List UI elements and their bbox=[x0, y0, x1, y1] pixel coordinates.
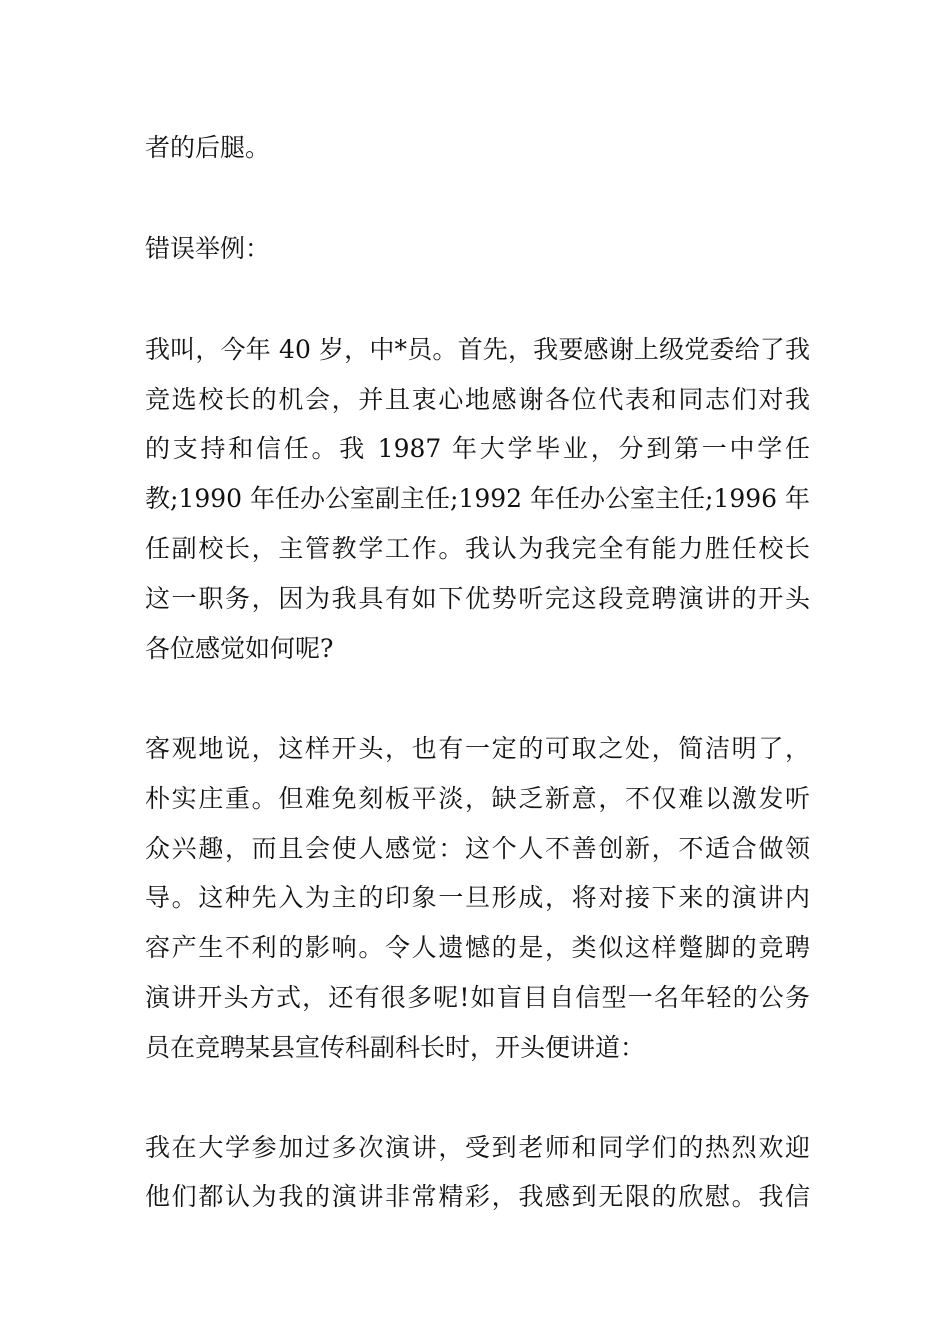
text-line: 导。这种先入为主的印象一旦形成，将对接下来的演讲内 bbox=[145, 883, 810, 912]
text-line: 他们都认为我的演讲非常精彩，我感到无限的欣慰。我信 bbox=[145, 1182, 810, 1211]
text-line: 错误举例： bbox=[145, 234, 271, 263]
text-line: 演讲开头方式，还有很多呢!如盲目自信型一名年轻的公务 bbox=[145, 983, 810, 1012]
text-line: 竞选校长的机会，并且衷心地感谢各位代表和同志们对我 bbox=[145, 385, 810, 414]
text-line: 我在大学参加过多次演讲，受到老师和同学们的热烈欢迎 bbox=[145, 1133, 810, 1162]
text-line: 者的后腿。 bbox=[145, 133, 271, 162]
text-line: 教;1990 年任办公室副主任;1992 年任办公室主任;1996 年 bbox=[145, 484, 810, 513]
text-line: 员在竞聘某县宣传科副科长时，开头便讲道： bbox=[145, 1033, 646, 1062]
text-line: 众兴趣，而且会使人感觉：这个人不善创新，不适合做领 bbox=[145, 834, 810, 863]
text-line: 容产生不利的影响。令人遗憾的是，类似这样蹩脚的竞聘 bbox=[145, 933, 810, 962]
text-line: 任副校长，主管教学工作。我认为我完全有能力胜任校长 bbox=[145, 534, 810, 563]
text-line: 客观地说，这样开头，也有一定的可取之处，简洁明了， bbox=[145, 734, 810, 763]
text-line: 各位感觉如何呢? bbox=[145, 634, 334, 663]
text-line: 我叫，今年 40 岁，中*员。首先，我要感谢上级党委给了我 bbox=[145, 335, 810, 364]
text-line: 朴实庄重。但难免刻板平淡，缺乏新意，不仅难以激发听 bbox=[145, 784, 810, 813]
text-line: 的支持和信任。我 1987 年大学毕业，分到第一中学任 bbox=[145, 434, 810, 463]
text-line: 这一职务，因为我具有如下优势听完这段竞聘演讲的开头 bbox=[145, 584, 810, 613]
